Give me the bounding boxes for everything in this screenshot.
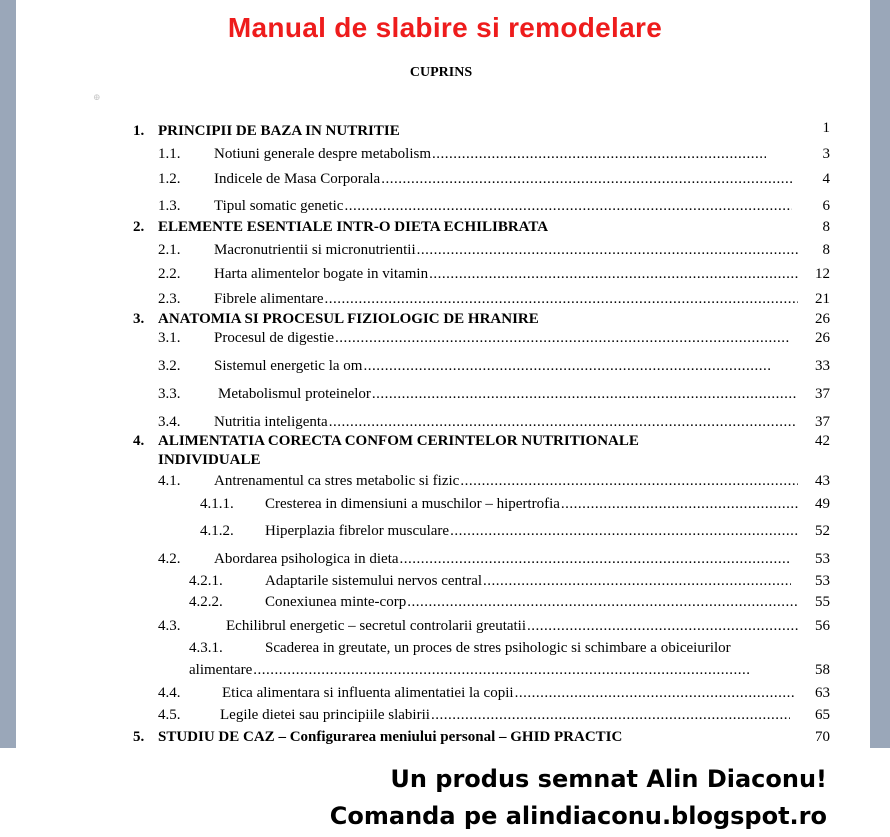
toc-entry-title-continued: alimentare ..... — [189, 660, 749, 680]
toc-entry-number: 2.1. — [158, 242, 181, 258]
toc-entry[interactable] — [0, 144, 890, 164]
toc-entry-number: 4.1.1. — [200, 496, 234, 512]
toc-entry[interactable] — [0, 727, 890, 747]
toc-entry[interactable] — [0, 571, 890, 591]
toc-entry-page: 6 — [822, 198, 830, 214]
toc-entry-number: 3. — [133, 311, 145, 327]
toc-entry-page: 37 — [815, 386, 830, 402]
toc-entry-number: 1.1. — [158, 146, 181, 162]
toc-entry-number: 3.2. — [158, 358, 181, 374]
toc-entry-title: ELEMENTE ESENTIALE INTR-O DIETA ECHILIBRATA — [158, 219, 549, 235]
toc-entry-number: 4.5. — [158, 707, 181, 723]
document-title: Manual de slabire si remodelare — [227, 12, 663, 43]
toc-entry-page: 26 — [815, 330, 830, 346]
toc-entry-number: 2.2. — [158, 266, 181, 282]
toc-entry-title: Hiperplazia fibrelor musculare ..... — [265, 521, 799, 541]
toc-entry[interactable] — [0, 309, 890, 329]
toc-entry-number: 4. — [133, 433, 145, 449]
toc-entry-page: 53 — [815, 573, 830, 589]
author-credit: Un produs semnat Alin Diaconu! — [390, 765, 827, 793]
toc-entry-page: 63 — [815, 685, 830, 701]
toc-entry[interactable] — [0, 592, 890, 612]
toc-entry-title: Adaptarile sistemului nervos central ..... — [265, 571, 791, 591]
toc-entry-number: 3.4. — [158, 414, 181, 430]
toc-entry[interactable] — [0, 384, 890, 404]
toc-entry[interactable] — [0, 683, 890, 703]
toc-entry-page: 53 — [815, 551, 830, 567]
toc-entry-number: 4.2.2. — [189, 594, 223, 610]
toc-entry[interactable] — [0, 169, 890, 189]
toc-entry-title: Scaderea in greutate, un proces de stres psihologic si schimbare a obiceiurilor — [265, 640, 731, 656]
toc-entry-page: 8 — [822, 242, 830, 258]
paragraph-mark-icon: ⊕ — [93, 92, 101, 102]
toc-entry-title: Sistemul energetic la om ..... — [214, 356, 772, 376]
toc-entry-title: ANATOMIA SI PROCESUL FIZIOLOGIC DE HRANIRE — [158, 311, 539, 327]
toc-entry-title: Legile dietei sau principiile slabirii ..... — [220, 705, 790, 725]
toc-entry-page: 21 — [815, 291, 830, 307]
toc-entry-number: 1. — [133, 123, 145, 139]
toc-entry-title: STUDIU DE CAZ – Configurarea meniului personal – GHID PRACTIC — [158, 729, 623, 745]
toc-entry-page: 65 — [815, 707, 830, 723]
toc-entry-title: PRINCIPII DE BAZA IN NUTRITIE — [158, 123, 400, 139]
toc-entry[interactable] — [0, 217, 890, 237]
toc-entry-title: Conexiunea minte-corp ..... — [265, 592, 799, 612]
toc-entry-page: 42 — [815, 433, 830, 449]
toc-entry-page: 49 — [815, 496, 830, 512]
toc-entry-number: 3.3. — [158, 386, 181, 402]
toc-entry-title: Nutritia inteligenta ..... — [214, 412, 796, 432]
toc-entry-page: 58 — [815, 662, 830, 678]
toc-entry-page: 3 — [822, 146, 830, 162]
toc-entry[interactable] — [0, 494, 890, 514]
promo-footer — [0, 748, 890, 837]
toc-entry[interactable] — [0, 471, 890, 491]
toc-entry-title: Macronutrientii si micronutrientii ..... — [214, 240, 798, 260]
toc-entry-number: 1.2. — [158, 171, 181, 187]
toc-entry-number: 4.2. — [158, 551, 181, 567]
toc-entry-page: 33 — [815, 358, 830, 374]
toc-entry-page: 1 — [822, 120, 830, 136]
toc-entry-title: Abordarea psihologica in dieta ..... — [214, 549, 790, 569]
toc-entry[interactable] — [0, 431, 890, 471]
toc-entry-page: 12 — [815, 266, 830, 282]
toc-entry-page: 8 — [822, 219, 830, 235]
toc-entry-title: Cresterea in dimensiuni a muschilor – hipertrofia ..... — [265, 494, 799, 514]
toc-entry-number: 4.3.1. — [189, 640, 223, 656]
toc-entry-page: 26 — [815, 311, 830, 327]
toc-entry-number: 1.3. — [158, 198, 181, 214]
toc-entry-title: Etica alimentara si influenta alimentatiei la copii ..... — [222, 683, 796, 703]
toc-entry-title: Antrenamentul ca stres metabolic si fizic ..... — [214, 471, 798, 491]
toc-entry-page: 43 — [815, 473, 830, 489]
toc-entry-number: 5. — [133, 729, 145, 745]
toc-entry[interactable] — [0, 521, 890, 541]
toc-entry-title-continued: INDIVIDUALE — [158, 452, 261, 468]
toc-entry-number: 4.1.2. — [200, 523, 234, 539]
toc-entry-title: Echilibrul energetic – secretul controlarii greutatii ..... — [226, 616, 798, 636]
toc-entry[interactable] — [0, 196, 890, 216]
toc-entry[interactable] — [0, 240, 890, 260]
toc-entry[interactable] — [0, 289, 890, 309]
toc-entry-page: 56 — [815, 618, 830, 634]
toc-entry-page: 52 — [815, 523, 830, 539]
toc-entry-page: 70 — [815, 729, 830, 745]
toc-entry-title: ALIMENTATIA CORECTA CONFOM CERINTELOR NUTRITIONALE — [158, 433, 639, 449]
toc-entry[interactable] — [0, 356, 890, 376]
toc-entry-title: Tipul somatic genetic ..... — [214, 196, 792, 216]
toc-entry-number: 4.3. — [158, 618, 181, 634]
toc-entry[interactable] — [0, 328, 890, 348]
toc-entry-number: 4.4. — [158, 685, 181, 701]
toc-entry-title: Metabolismul proteinelor ..... — [218, 384, 796, 404]
toc-entry-title: Indicele de Masa Corporala ..... — [214, 169, 792, 189]
toc-entry-number: 4.2.1. — [189, 573, 223, 589]
toc-heading: CUPRINS — [409, 65, 473, 80]
toc-entry[interactable] — [0, 412, 890, 432]
toc-entry[interactable] — [0, 549, 890, 569]
toc-entry-page: 55 — [815, 594, 830, 610]
order-link-text: Comanda pe alindiaconu.blogspot.ro — [329, 802, 827, 830]
toc-entry-page: 4 — [822, 171, 830, 187]
toc-entry-title: Harta alimentelor bogate in vitamin ..... — [214, 264, 798, 284]
toc-entry[interactable] — [0, 705, 890, 725]
toc-entry-number: 2.3. — [158, 291, 181, 307]
toc-entry-page: 37 — [815, 414, 830, 430]
toc-entry-title: Notiuni generale despre metabolism ..... — [214, 144, 766, 164]
toc-entry-title: Fibrele alimentare ..... — [214, 289, 798, 309]
toc-entry-number: 2. — [133, 219, 145, 235]
toc-entry[interactable] — [0, 616, 890, 636]
toc-entry-title: Procesul de digestie ..... — [214, 328, 790, 348]
toc-entry[interactable] — [0, 264, 890, 284]
toc-entry-number: 3.1. — [158, 330, 181, 346]
toc-entry[interactable] — [0, 638, 890, 682]
toc-entry-number: 4.1. — [158, 473, 181, 489]
toc-entry[interactable] — [0, 121, 890, 141]
